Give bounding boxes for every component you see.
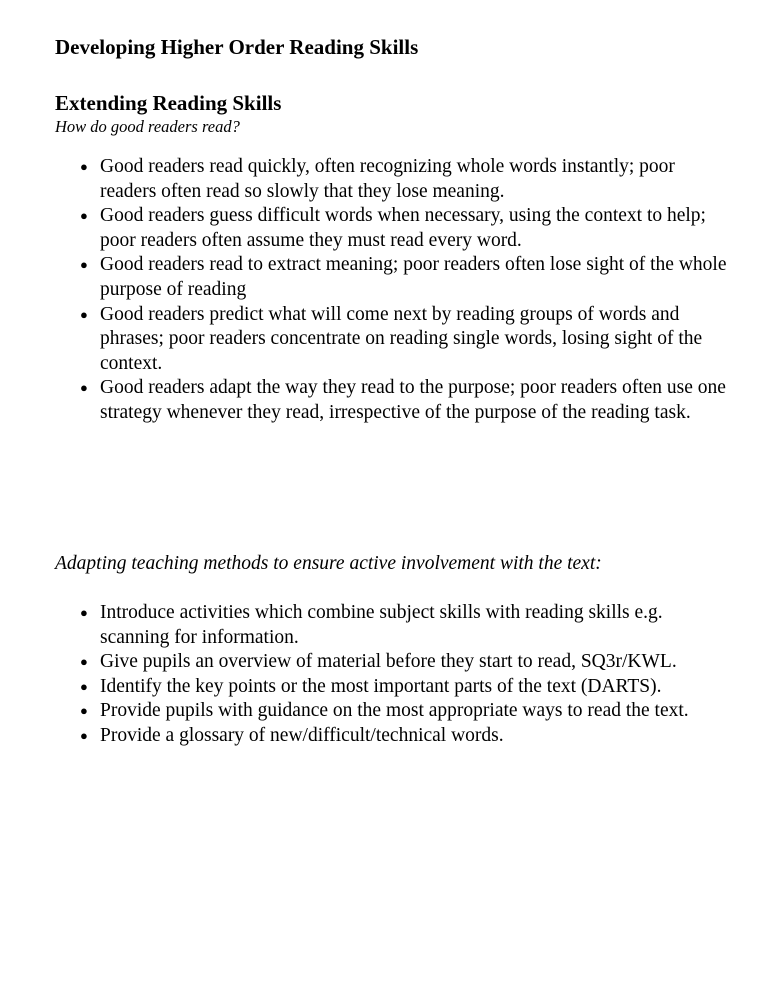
list-item-text: Provide pupils with guidance on the most appropriate ways to read the text. xyxy=(100,700,689,722)
good-readers-list xyxy=(80,155,730,426)
bullet-icon: ● xyxy=(80,678,88,694)
list-item-text: Good readers read quickly, often recognizing whole words instantly; poor readers often read so slowly that they lose meaning. xyxy=(100,156,675,202)
bullet-icon: ● xyxy=(80,605,88,620)
list-item-text: Good readers adapt the way they read to the purpose; poor readers often use one strategy whenever they read, irrespective of the purpose of the reading task. xyxy=(100,377,726,423)
list-item-text: Introduce activities which combine subject skills with reading skills e.g. scanning for information. xyxy=(100,602,663,648)
bullet-icon: ● xyxy=(80,208,88,224)
list-item xyxy=(80,303,730,377)
bullet-icon: ● xyxy=(80,727,88,743)
list-item xyxy=(80,204,730,253)
section-subheading: How do good readers read? xyxy=(55,117,240,136)
list-item xyxy=(80,699,730,724)
list-item xyxy=(80,253,730,302)
document-title: Developing Higher Order Reading Skills xyxy=(55,35,419,59)
list-item-text: Good readers guess difficult words when necessary, using the context to help; poor readers often assume they must read every word. xyxy=(100,205,706,251)
list-item-text: Good readers read to extract meaning; poor readers often lose sight of the whole purpose of reading xyxy=(100,254,727,300)
bullet-icon: ● xyxy=(80,159,88,174)
list-item xyxy=(80,601,730,650)
list-item xyxy=(80,155,730,204)
teaching-methods-heading: Adapting teaching methods to ensure active involvement with the text: xyxy=(55,553,602,574)
bullet-icon: ● xyxy=(80,703,88,719)
bullet-icon: ● xyxy=(80,380,88,396)
section-heading: Extending Reading Skills xyxy=(55,91,282,115)
list-item xyxy=(80,650,730,675)
list-item xyxy=(80,376,730,425)
list-item xyxy=(80,675,730,700)
bullet-icon: ● xyxy=(80,306,88,322)
list-item-text: Give pupils an overview of material before they start to read, SQ3r/KWL. xyxy=(100,651,677,673)
teaching-methods-list xyxy=(80,601,730,749)
list-item xyxy=(80,724,730,749)
bullet-icon: ● xyxy=(80,654,88,670)
bullet-icon: ● xyxy=(80,257,88,273)
list-item-text: Good readers predict what will come next by reading groups of words and phrases; poor readers concentrate on reading single words, losing sight of the context. xyxy=(100,303,703,374)
list-item-text: Provide a glossary of new/difficult/technical words. xyxy=(100,724,504,746)
list-item-text: Identify the key points or the most important parts of the text (DARTS). xyxy=(100,675,662,697)
